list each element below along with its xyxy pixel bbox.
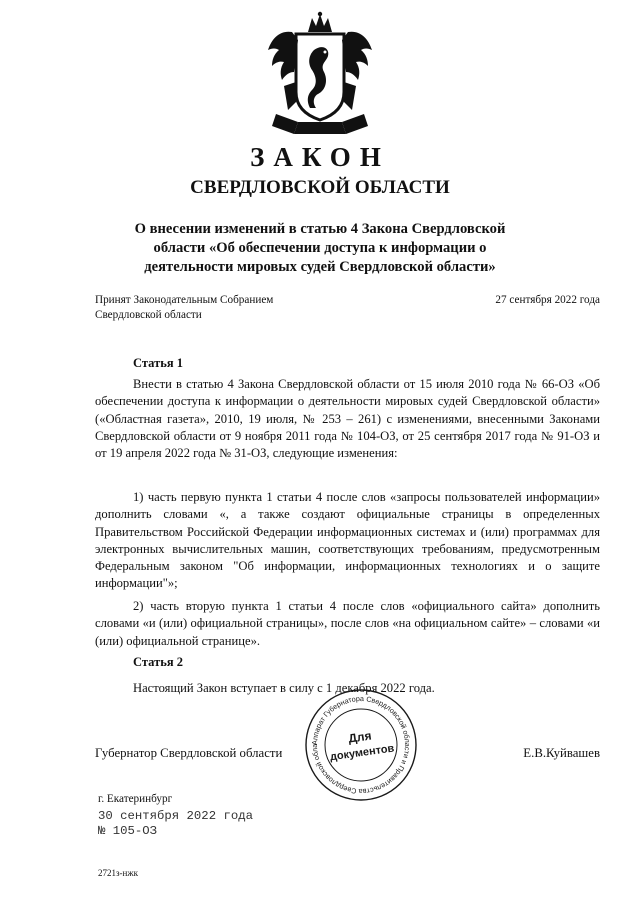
- signature-name: Е.В.Куйвашев: [523, 746, 600, 760]
- stamp-center-line: документов: [329, 742, 396, 764]
- footer-number: № 105-ОЗ: [98, 824, 158, 838]
- article1-intro: Внести в статью 4 Закона Свердловской области от 15 июля 2010 года № 66-ОЗ «Об обеспечении доступа к информации о деятельности мировых судей Свердловской области» («Областная газета», 2010, 19 июля, № 253 – 261) с изменениями, внесенными Законами Свердловской области от 9 ноября 2011 года № 104-ОЗ, от 25 сентября 2017 года № 91-ОЗ и от 19 апреля 2022 года № 31-ОЗ, следующие изменения:: [95, 377, 600, 461]
- adopted-by: [95, 293, 273, 323]
- stamp-ring-text: Аппарат Губернатора Свердловской области и Правительства Свердловской обла: [309, 693, 413, 797]
- adopted-by-line: Свердловской области: [95, 309, 202, 321]
- article2-text: Настоящий Закон вступает в силу с 1 декабря 2022 года.: [133, 681, 435, 695]
- article1-heading: Статья 1: [133, 356, 183, 370]
- document-subject: [100, 220, 540, 277]
- subject-line: области «Об обеспечении доступа к информации о: [153, 240, 487, 256]
- footer-code: 2721з-нжк: [98, 868, 138, 878]
- stamp-center-line: Для: [347, 728, 373, 746]
- subject-line: О внесении изменений в статью 4 Закона Свердловской: [134, 221, 506, 237]
- article1-item2: 2) часть вторую пункта 1 статьи 4 после слов «официального сайта» дополнить словами «и (или) официальной страницы», после слов «на официальном сайте» – словами «и (или) официальной странице».: [95, 599, 600, 648]
- footer-date: 30 сентября 2022 года: [98, 809, 253, 823]
- subject-line: деятельности мировых судей Свердловской области»: [144, 259, 496, 275]
- document-title: ЗАКОН: [250, 142, 390, 172]
- document-subtitle: СВЕРДЛОВСКОЙ ОБЛАСТИ: [190, 177, 450, 198]
- adopted-by-line: Принят Законодательным Собранием: [95, 294, 274, 306]
- seal-stamp: [303, 687, 419, 803]
- article2-heading: Статья 2: [133, 655, 183, 669]
- footer-city: г. Екатеринбург: [98, 793, 173, 805]
- signature-position: Губернатор Свердловской области: [95, 746, 283, 760]
- article1-item1: 1) часть первую пункта 1 статьи 4 после слов «запросы пользователей информации» дополнить словами «, а также создают официальные страницы в определенных Правительством Российской Федерации информационных системах и (или) программах для электронных вычислительных машин, соответствующих требованиям, предусмотренным Федеральным законом "Об информации, информационных технологиях и о защите информации"»;: [95, 490, 600, 591]
- coat-of-arms-icon: [262, 10, 378, 138]
- adopted-date: 27 сентября 2022 года: [495, 294, 600, 306]
